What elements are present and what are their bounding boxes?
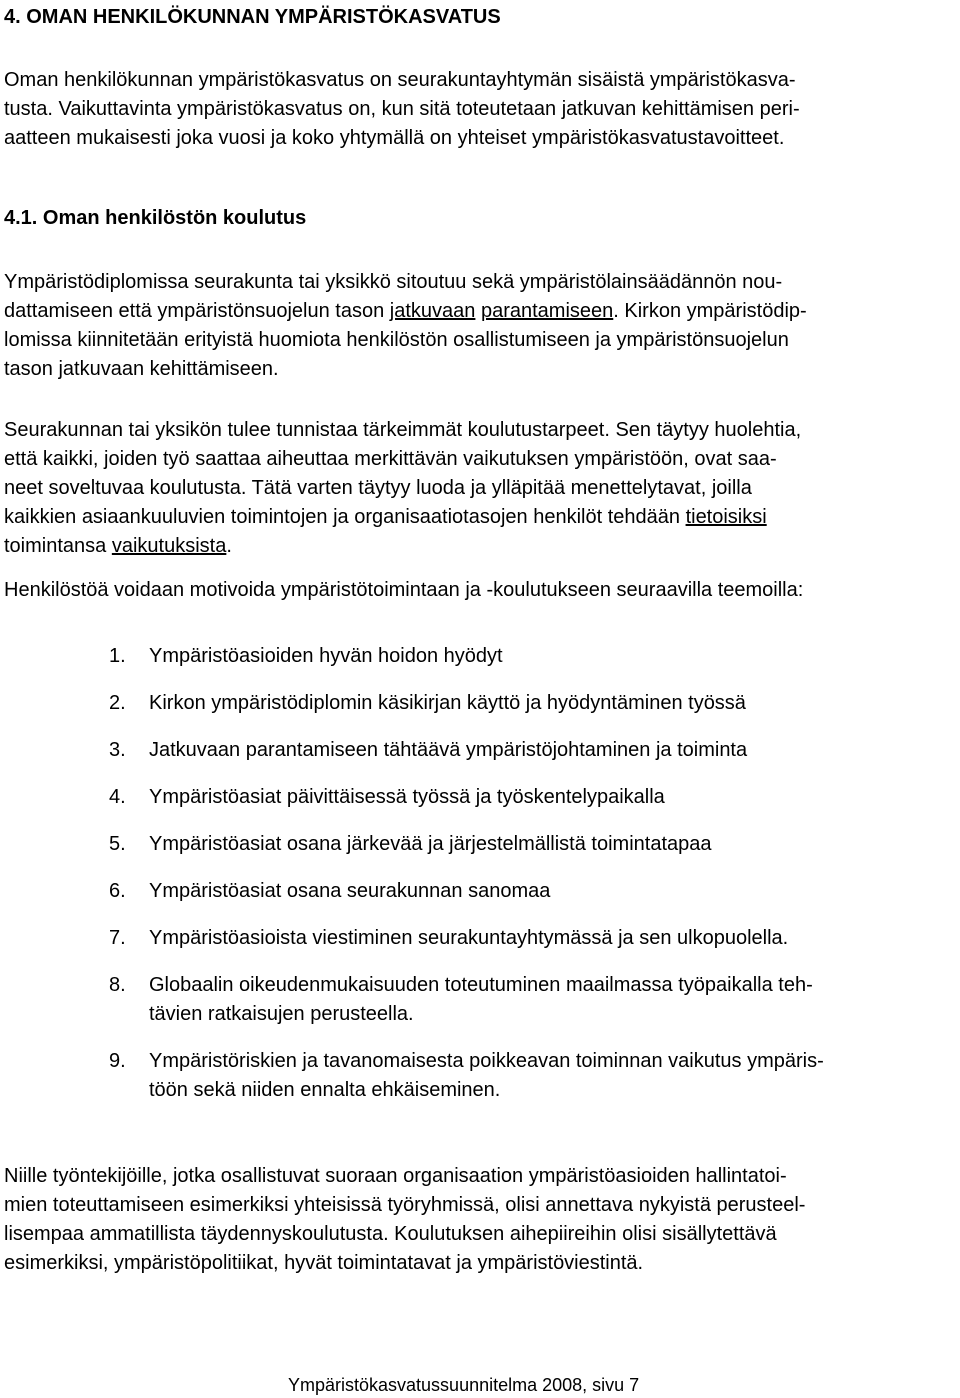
- list-item: [109, 971, 824, 1029]
- list-item-text: Ympäristöriskien ja tavanomaisesta poikkeavan toiminnan vaikutus ympäris-: [149, 1050, 824, 1072]
- list-number: 3.: [109, 739, 126, 761]
- list-item: [109, 877, 824, 906]
- page-footer: Ympäristökasvatussuunnitelma 2008, sivu 7: [288, 1375, 640, 1395]
- paragraph-diploma: [4, 268, 807, 384]
- list-item: [109, 924, 824, 953]
- paragraph-line: Ympäristödiplomissa seurakunta tai yksikkö sitoutuu sekä ympäristölainsäädännön nou-: [4, 271, 783, 293]
- list-number: 6.: [109, 880, 126, 902]
- paragraph-further-training: [4, 1162, 805, 1278]
- paragraph-line: mien toteuttamiseen esimerkiksi yhteisissä työryhmissä, olisi annettava nykyistä perusteel-: [4, 1194, 806, 1216]
- text-segment: . Kirkon ympäristödip-: [613, 300, 807, 322]
- paragraph-line: Niille työntekijöille, jotka osallistuvat suoraan organisaation ympäristöasioiden hallintatoi-: [4, 1165, 787, 1187]
- list-item-text: tävien ratkaisujen perusteella.: [149, 1003, 414, 1025]
- paragraph-line: että kaikki, joiden työ saattaa aiheuttaa merkittävän vaikutuksen ympäristöön, ovat saa-: [4, 448, 777, 470]
- list-number: 1.: [109, 645, 126, 667]
- section-heading: 4. OMAN HENKILÖKUNNAN YMPÄRISTÖKASVATUS: [4, 6, 501, 28]
- text-segment: kaikkien asiaankuuluvien toimintojen ja organisaatiotasojen henkilöt tehdään: [4, 506, 686, 528]
- list-item: [109, 689, 824, 718]
- list-item: [109, 830, 824, 859]
- text-segment: toimintansa: [4, 535, 112, 557]
- list-item-text: Jatkuvaan parantamiseen tähtäävä ympäristöjohtaminen ja toiminta: [149, 739, 748, 761]
- list-item-text: Globaalin oikeudenmukaisuuden toteutuminen maailmassa työpaikalla teh-: [149, 974, 813, 996]
- list-number: 2.: [109, 692, 126, 714]
- paragraph-line: lomissa kiinnitetään erityistä huomiota henkilöstön osallistumiseen ja ympäristönsuojelun: [4, 329, 789, 351]
- paragraph-line: neet soveltuvaa koulutusta. Tätä varten täytyy luoda ja ylläpitää menettelytavat, joilla: [4, 477, 752, 499]
- paragraph-line: Henkilöstöä voidaan motivoida ympäristötoimintaan ja -koulutukseen seuraavilla teemoilla:: [4, 579, 804, 601]
- list-item: [109, 736, 824, 765]
- paragraph-training-needs: [4, 416, 801, 561]
- intro-line: Oman henkilökunnan ympäristökasvatus on seurakuntayhtymän sisäistä ympäristökasva-: [4, 69, 796, 91]
- list-item-text: Ympäristöasiat osana seurakunnan sanomaa: [149, 880, 551, 902]
- underlined-term: jatkuvaan: [389, 300, 476, 322]
- paragraph-line: [4, 503, 801, 532]
- paragraph-line: esimerkiksi, ympäristöpolitiikat, hyvät toimintatavat ja ympäristöviestintä.: [4, 1252, 644, 1274]
- intro-paragraph: [4, 66, 800, 153]
- text-segment: dattamiseen että ympäristönsuojelun tason: [4, 300, 390, 322]
- intro-line: tusta. Vaikuttavinta ympäristökasvatus on, kun sitä toteutetaan jatkuvan kehittämisen peri-: [4, 98, 800, 120]
- list-item-text: Ympäristöasiat päivittäisessä työssä ja työskentelypaikalla: [149, 786, 665, 808]
- intro-line: aatteen mukaisesti joka vuosi ja koko yhtymällä on yhteiset ympäristökasvatustavoitteet.: [4, 127, 785, 149]
- paragraph-line: Seurakunnan tai yksikön tulee tunnistaa tärkeimmät koulutustarpeet. Sen täytyy huolehtia,: [4, 419, 802, 441]
- paragraph-themes-intro: [4, 576, 803, 605]
- list-number: 4.: [109, 786, 126, 808]
- list-item: [109, 642, 824, 671]
- list-number: 7.: [109, 927, 126, 949]
- list-item-text: Ympäristöasiat osana järkevää ja järjestelmällistä toimintatapaa: [149, 833, 712, 855]
- paragraph-line: lisempaa ammatillista täydennyskoulutusta. Koulutuksen aihepiireihin olisi sisällytettävä: [4, 1223, 777, 1245]
- themes-list: [109, 642, 824, 1123]
- list-item-text: töön sekä niiden ennalta ehkäiseminen.: [149, 1079, 501, 1101]
- list-number: 9.: [109, 1050, 126, 1072]
- underlined-term: parantamiseen: [480, 300, 614, 322]
- list-number: 8.: [109, 974, 126, 996]
- list-number: 5.: [109, 833, 126, 855]
- paragraph-line: tason jatkuvaan kehittämiseen.: [4, 358, 279, 380]
- subsection-heading: 4.1. Oman henkilöstön koulutus: [4, 207, 307, 229]
- paragraph-line: [4, 297, 807, 326]
- list-item-text: Kirkon ympäristödiplomin käsikirjan käyttö ja hyödyntäminen työssä: [149, 692, 746, 714]
- paragraph-line: [4, 532, 801, 561]
- text-segment: .: [226, 535, 232, 557]
- list-item-text: Ympäristöasioista viestiminen seurakuntayhtymässä ja sen ulkopuolella.: [149, 927, 789, 949]
- underlined-term: vaikutuksista: [111, 535, 227, 557]
- list-item: [109, 1047, 824, 1105]
- list-item: [109, 783, 824, 812]
- list-item-text: Ympäristöasioiden hyvän hoidon hyödyt: [149, 645, 503, 667]
- underlined-term: tietoisiksi: [685, 506, 767, 528]
